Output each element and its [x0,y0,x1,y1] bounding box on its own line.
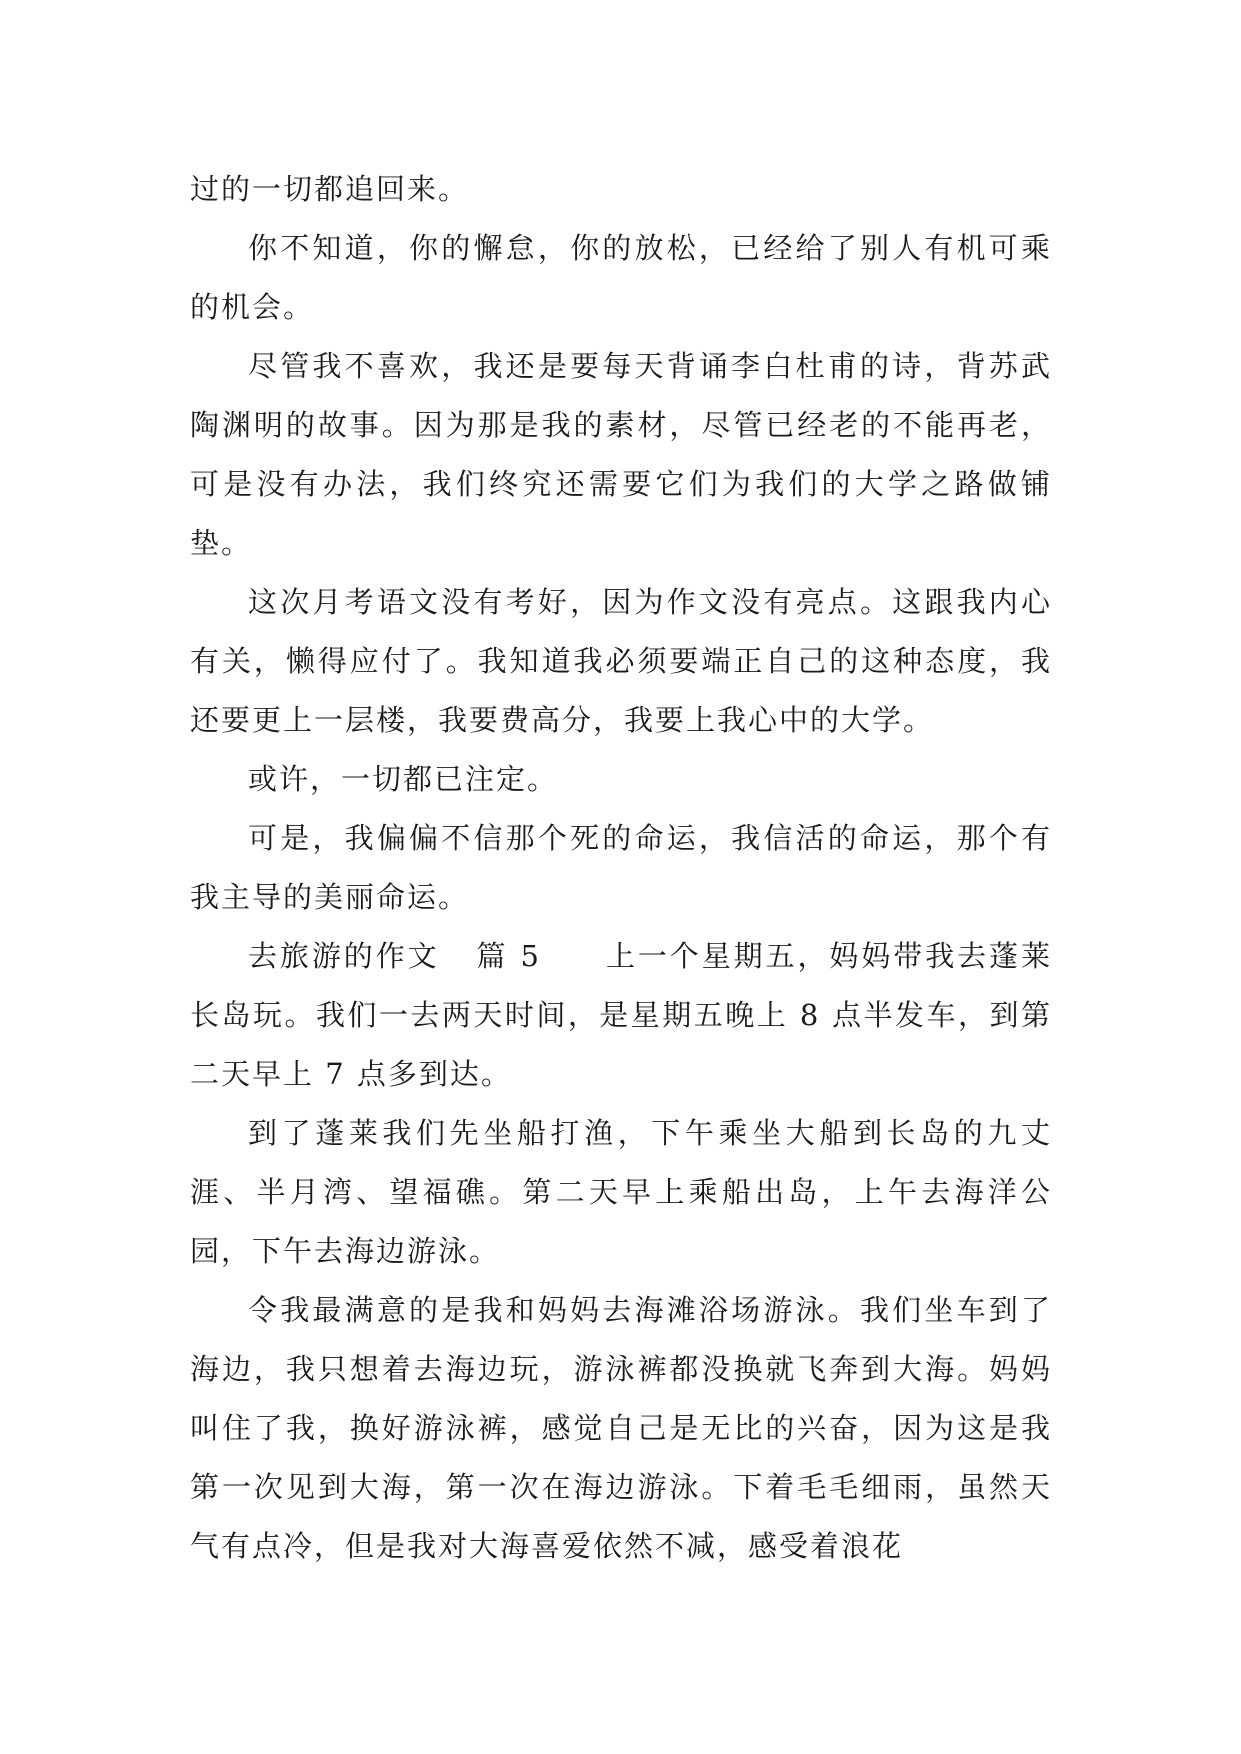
paragraph-5: 或许，一切都已注定。 [248,762,559,796]
paragraph-9: 令我最满意的是我和妈妈去海滩浴场游泳。我们坐车到了海边，我只想着去海边玩，游泳裤都没换就飞奔到大海。妈妈叫住了我，换好游泳裤，感觉自己是无比的兴奋，因为这是我第一次见到大海，第一次在海边游泳。下着毛毛细雨，虽然天气有点冷，但是我对大海喜爱依然不减，感受着浪花 [190,1293,1052,1563]
essay-heading-paragraph [190,927,1052,1104]
paragraph-4: 这次月考语文没有考好，因为作文没有亮点。这跟我内心有关，懒得应付了。我知道我必须要端正自己的这种态度，我还要更上一层楼，我要费高分，我要上我心中的大学。 [190,585,1052,737]
document-body [190,160,1052,1576]
paragraph-8: 到了蓬莱我们先坐船打渔，下午乘坐大船到长岛的九丈涯、半月湾、望福礁。第二天早上乘船出岛，上午去海洋公园，下午去海边游泳。 [190,1116,1052,1268]
essay-section-label: 篇 5 [475,939,542,973]
paragraph-6: 可是，我偏偏不信那个死的命运，我信活的命运，那个有我主导的美丽命运。 [190,821,1052,914]
essay-title: 去旅游的作文 [248,939,440,973]
paragraph-1: 过的一切都追回来。 [190,172,470,206]
essay-first-text: 上一个星期五，妈妈带我去蓬莱长岛玩。我们一去两天时间，是星期五晚上 8 点半发车，到第二天早上 7 点多到达。 [190,939,1052,1091]
paragraph-3: 尽管我不喜欢，我还是要每天背诵李白杜甫的诗，背苏武陶渊明的故事。因为那是我的素材，尽管已经老的不能再老，可是没有办法，我们终究还需要它们为我们的大学之路做铺垫。 [190,349,1052,560]
paragraph-2: 你不知道，你的懈怠，你的放松，已经给了别人有机可乘的机会。 [190,231,1052,324]
